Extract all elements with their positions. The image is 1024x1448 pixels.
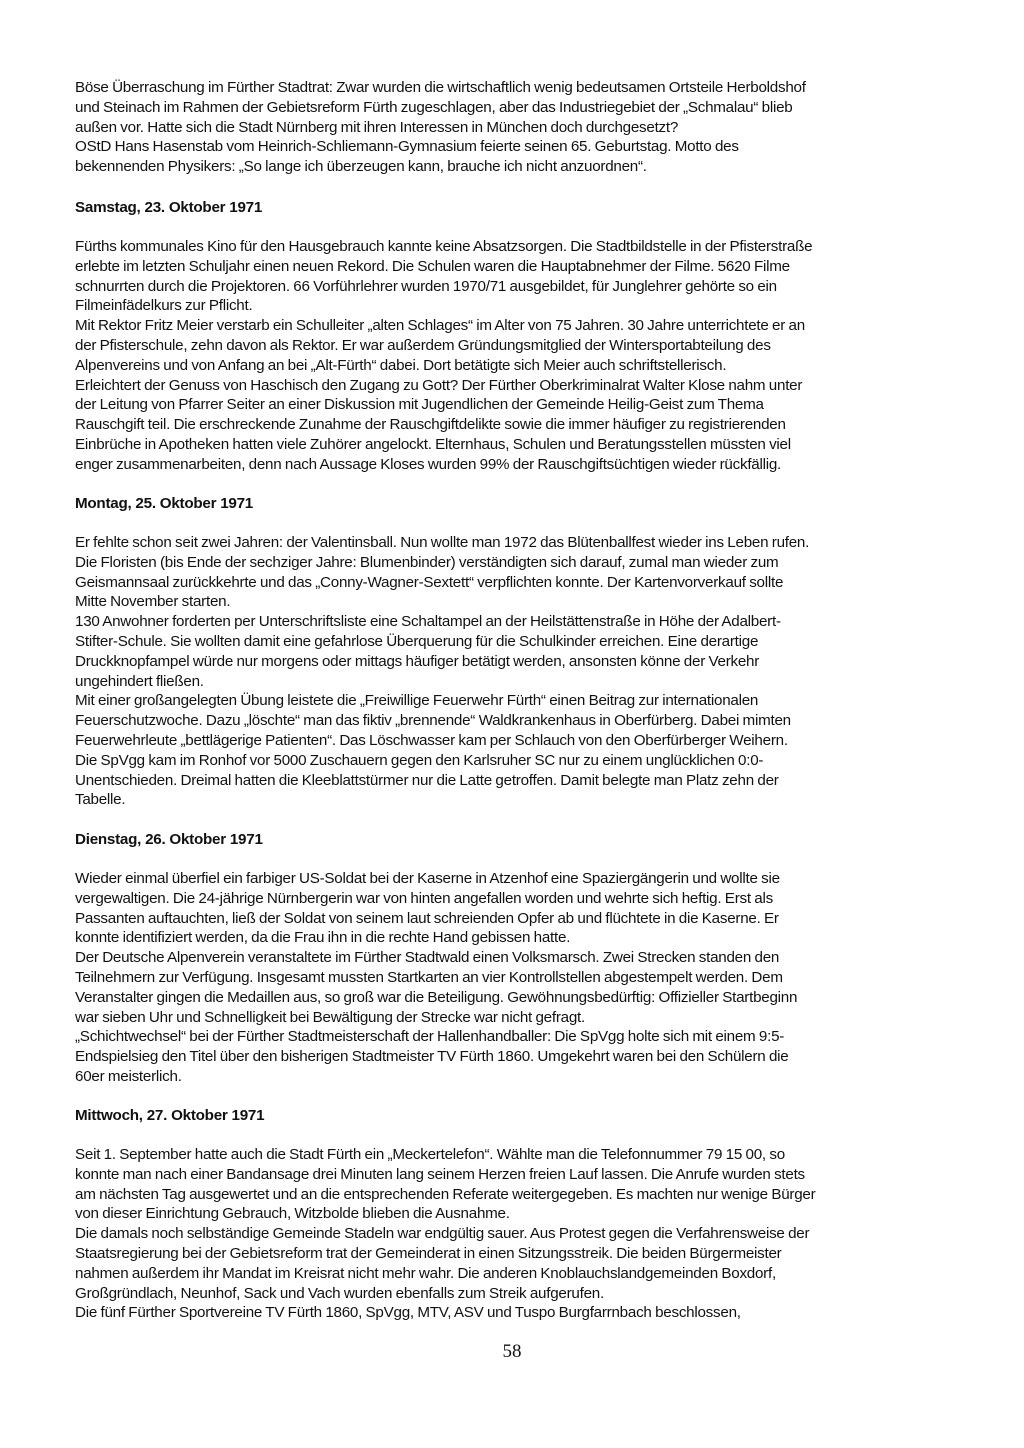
text-line: 60er meisterlich. [75, 1067, 182, 1085]
text-line: enger zusammenarbeiten, denn nach Aussage Kloses wurden 99% der Rauschgiftsüchtigen wieder rückfällig. [75, 455, 782, 473]
text-line: Filmeinfädelkurs zur Pflicht. [75, 297, 253, 315]
text-line: ungehindert fließen. [75, 672, 204, 690]
text-line: Böse Überraschung im Fürther Stadtrat: Zwar wurden die wirtschaftlich wenig bedeutsamen Ortsteile Herboldshof [75, 79, 806, 96]
section-body-montag [75, 533, 965, 810]
text-line: Mitte November starten. [75, 593, 231, 611]
text-line: Mit Rektor Fritz Meier verstarb ein Schulleiter „alten Schlages“ im Alter von 75 Jahren. 30 Jahre unterrichtete er an [75, 317, 805, 335]
text-line: erlebte im letzten Schuljahr einen neuen Rekord. Die Schulen waren die Hauptabnehmer der Filme. 5620 Filme [75, 257, 790, 275]
text-line: Passanten auftauchten, ließ der Soldat von seinem laut schreienden Opfer ab und flüchtete in die Kaserne. Er [75, 909, 779, 927]
text-line: Die SpVgg kam im Ronhof vor 5000 Zuschauern gegen den Karlsruher SC nur zu einem unglücklichen 0:0- [75, 751, 764, 769]
text-line: Einbrüche in Apotheken hatten viele Zuhörer angelockt. Elternhaus, Schulen und Beratungsstellen müssten viel [75, 435, 791, 453]
text-line: Fürths kommunales Kino für den Hausgebrauch kannte keine Absatzsorgen. Die Stadtbildstelle in der Pfisterstraße [75, 238, 813, 255]
text-line: Veranstalter gingen die Medaillen aus, so groß war die Beteiligung. Gewöhnungsbedürftig: Offizieller Startbeginn [75, 988, 798, 1006]
text-line: der Pfisterschule, zehn davon als Rektor. Er war außerdem Gründungsmitglied der Wintersportabteilung des [75, 336, 771, 354]
text-line: am nächsten Tag ausgewertet und an die entsprechenden Referate weitergegeben. Es machten nur wenige Bürger [75, 1185, 816, 1203]
text-line: vergewaltigen. Die 24-jährige Nürnbergerin war von hinten angefallen worden und wehrte sich heftig. Erst als [75, 889, 773, 907]
section-heading-mittwoch: Mittwoch, 27. Oktober 1971 [75, 1107, 265, 1124]
section-heading-samstag: Samstag, 23. Oktober 1971 [75, 199, 263, 216]
intro-paragraph [75, 78, 965, 177]
text-line: Die fünf Fürther Sportvereine TV Fürth 1860, SpVgg, MTV, ASV und Tuspo Burgfarrnbach beschlossen, [75, 1304, 741, 1322]
text-line: Rauschgift teil. Die erschreckende Zunahme der Rauschgiftdelikte sowie die immer häufiger zu registrierenden [75, 416, 786, 434]
text-line: und Steinach im Rahmen der Gebietsreform Fürth zugeschlagen, aber das Industriegebiet der „Schmalau“ blieb [75, 98, 793, 116]
text-line: Teilnehmern zur Verfügung. Insgesamt mussten Startkarten an vier Kontrollstellen abgestempelt werden. Dem [75, 968, 783, 986]
text-line: Unentschieden. Dreimal hatten die Kleeblattstürmer nur die Latte getroffen. Damit belegte man Platz zehn der [75, 771, 779, 789]
text-line: Druckknopfampel würde nur morgens oder mittags häufiger betätigt werden, ansonsten könne der Verkehr [75, 652, 760, 670]
text-line: Er fehlte schon seit zwei Jahren: der Valentinsball. Nun wollte man 1972 das Blütenballfest wieder ins Leben rufen. [75, 534, 810, 551]
section-heading-montag: Montag, 25. Oktober 1971 [75, 495, 253, 512]
text-line: 130 Anwohner forderten per Unterschriftsliste eine Schaltampel an der Heilstättenstraße in Höhe der Adalbert- [75, 613, 781, 631]
text-line: Die Floristen (bis Ende der sechziger Jahre: Blumenbinder) verständigten sich darauf, zumal man wieder zum [75, 553, 779, 571]
text-line: von dieser Einrichtung Gebrauch, Witzbolde blieben die Ausnahme. [75, 1205, 510, 1223]
text-line: Feuerwehrleute „bettlägerige Patienten“. Das Löschwasser kam per Schlauch von den Oberfürberger Weihern. [75, 731, 788, 749]
text-line: konnte identifiziert werden, da die Frau ihn in die rechte Hand gebissen hatte. [75, 929, 571, 947]
text-line: Mit einer großangelegten Übung leistete die „Freiwillige Feuerwehr Fürth“ einen Beitrag zur internationalen [75, 692, 759, 710]
text-line: Wieder einmal überfiel ein farbiger US-Soldat bei der Kaserne in Atzenhof eine Spaziergängerin und wollte sie [75, 870, 780, 887]
text-line: Seit 1. September hatte auch die Stadt Fürth ein „Meckertelefon“. Wählte man die Telefonnummer 79 15 00, so [75, 1146, 785, 1163]
text-line: Endspielsieg den Titel über den bisherigen Stadtmeister TV Fürth 1860. Umgekehrt waren bei den Schülern die [75, 1048, 789, 1066]
text-line: Der Deutsche Alpenverein veranstaltete im Fürther Stadtwald einen Volksmarsch. Zwei Strecken standen den [75, 949, 780, 967]
section-body-dienstag [75, 869, 965, 1087]
text-line: konnte man nach einer Bandansage drei Minuten lang seinem Herzen freien Lauf lassen. Die Anrufe wurden stets [75, 1165, 805, 1183]
section-heading-dienstag: Dienstag, 26. Oktober 1971 [75, 831, 263, 848]
text-line: Die damals noch selbständige Gemeinde Stadeln war endgültig sauer. Aus Protest gegen die Verfahrensweise der [75, 1225, 810, 1243]
text-line: der Leitung von Pfarrer Seiter an einer Diskussion mit Jugendlichen der Gemeinde Heilig-Geist zum Thema [75, 396, 764, 414]
text-line: bekennenden Physikers: „So lange ich überzeugen kann, brauche ich nicht anzuordnen“. [75, 158, 647, 176]
section-body-samstag [75, 237, 965, 475]
text-line: Feuerschutzwoche. Dazu „löschte“ man das fiktiv „brennende“ Waldkrankenhaus in Oberfürberg. Dabei mimten [75, 712, 791, 730]
text-line: schnurrten durch die Projektoren. 66 Vorführlehrer wurden 1970/71 ausgebildet, für Junglehrer gehörte so ein [75, 277, 777, 295]
page-number: 58 [502, 1341, 522, 1362]
text-line: Tabelle. [75, 791, 126, 809]
text-line: Stifter-Schule. Sie wollten damit eine gefahrlose Überquerung für die Schulkinder erreichen. Eine derartige [75, 632, 759, 650]
text-line: Erleichtert der Genuss von Haschisch den Zugang zu Gott? Der Fürther Oberkriminalrat Walter Klose nahm unter [75, 376, 803, 394]
text-line: Großgründlach, Neunhof, Sack und Vach wurden ebenfalls zum Streik aufgerufen. [75, 1284, 604, 1302]
text-line: Geismannsaal zurückkehrte und das „Conny-Wagner-Sextett“ verpflichten konnte. Der Kartenvorverkauf sollte [75, 573, 784, 591]
section-body-mittwoch [75, 1145, 965, 1323]
text-line: nahmen außerdem ihr Mandat im Kreisrat nicht mehr wahr. Die anderen Knoblauchslandgemeinden Boxdorf, [75, 1264, 776, 1282]
text-line: war sieben Uhr und Schnelligkeit bei Bewältigung der Strecke war nicht gefragt. [75, 1008, 585, 1026]
text-line: OStD Hans Hasenstab vom Heinrich-Schliemann-Gymnasium feierte seinen 65. Geburtstag. Motto des [75, 138, 739, 156]
text-line: außen vor. Hatte sich die Stadt Nürnberg mit ihren Interessen in München doch durchgesetzt? [75, 118, 679, 136]
text-line: Alpenvereins und von Anfang an bei „Alt-Fürth“ dabei. Dort betätigte sich Meier auch schriftstellerisch. [75, 356, 727, 374]
text-line: Staatsregierung bei der Gebietsreform trat der Gemeinderat in einen Sitzungsstreik. Die beiden Bürgermeister [75, 1244, 782, 1262]
text-line: „Schichtwechsel“ bei der Fürther Stadtmeisterschaft der Hallenhandballer: Die SpVgg holte sich mit einem 9:5- [75, 1028, 785, 1046]
